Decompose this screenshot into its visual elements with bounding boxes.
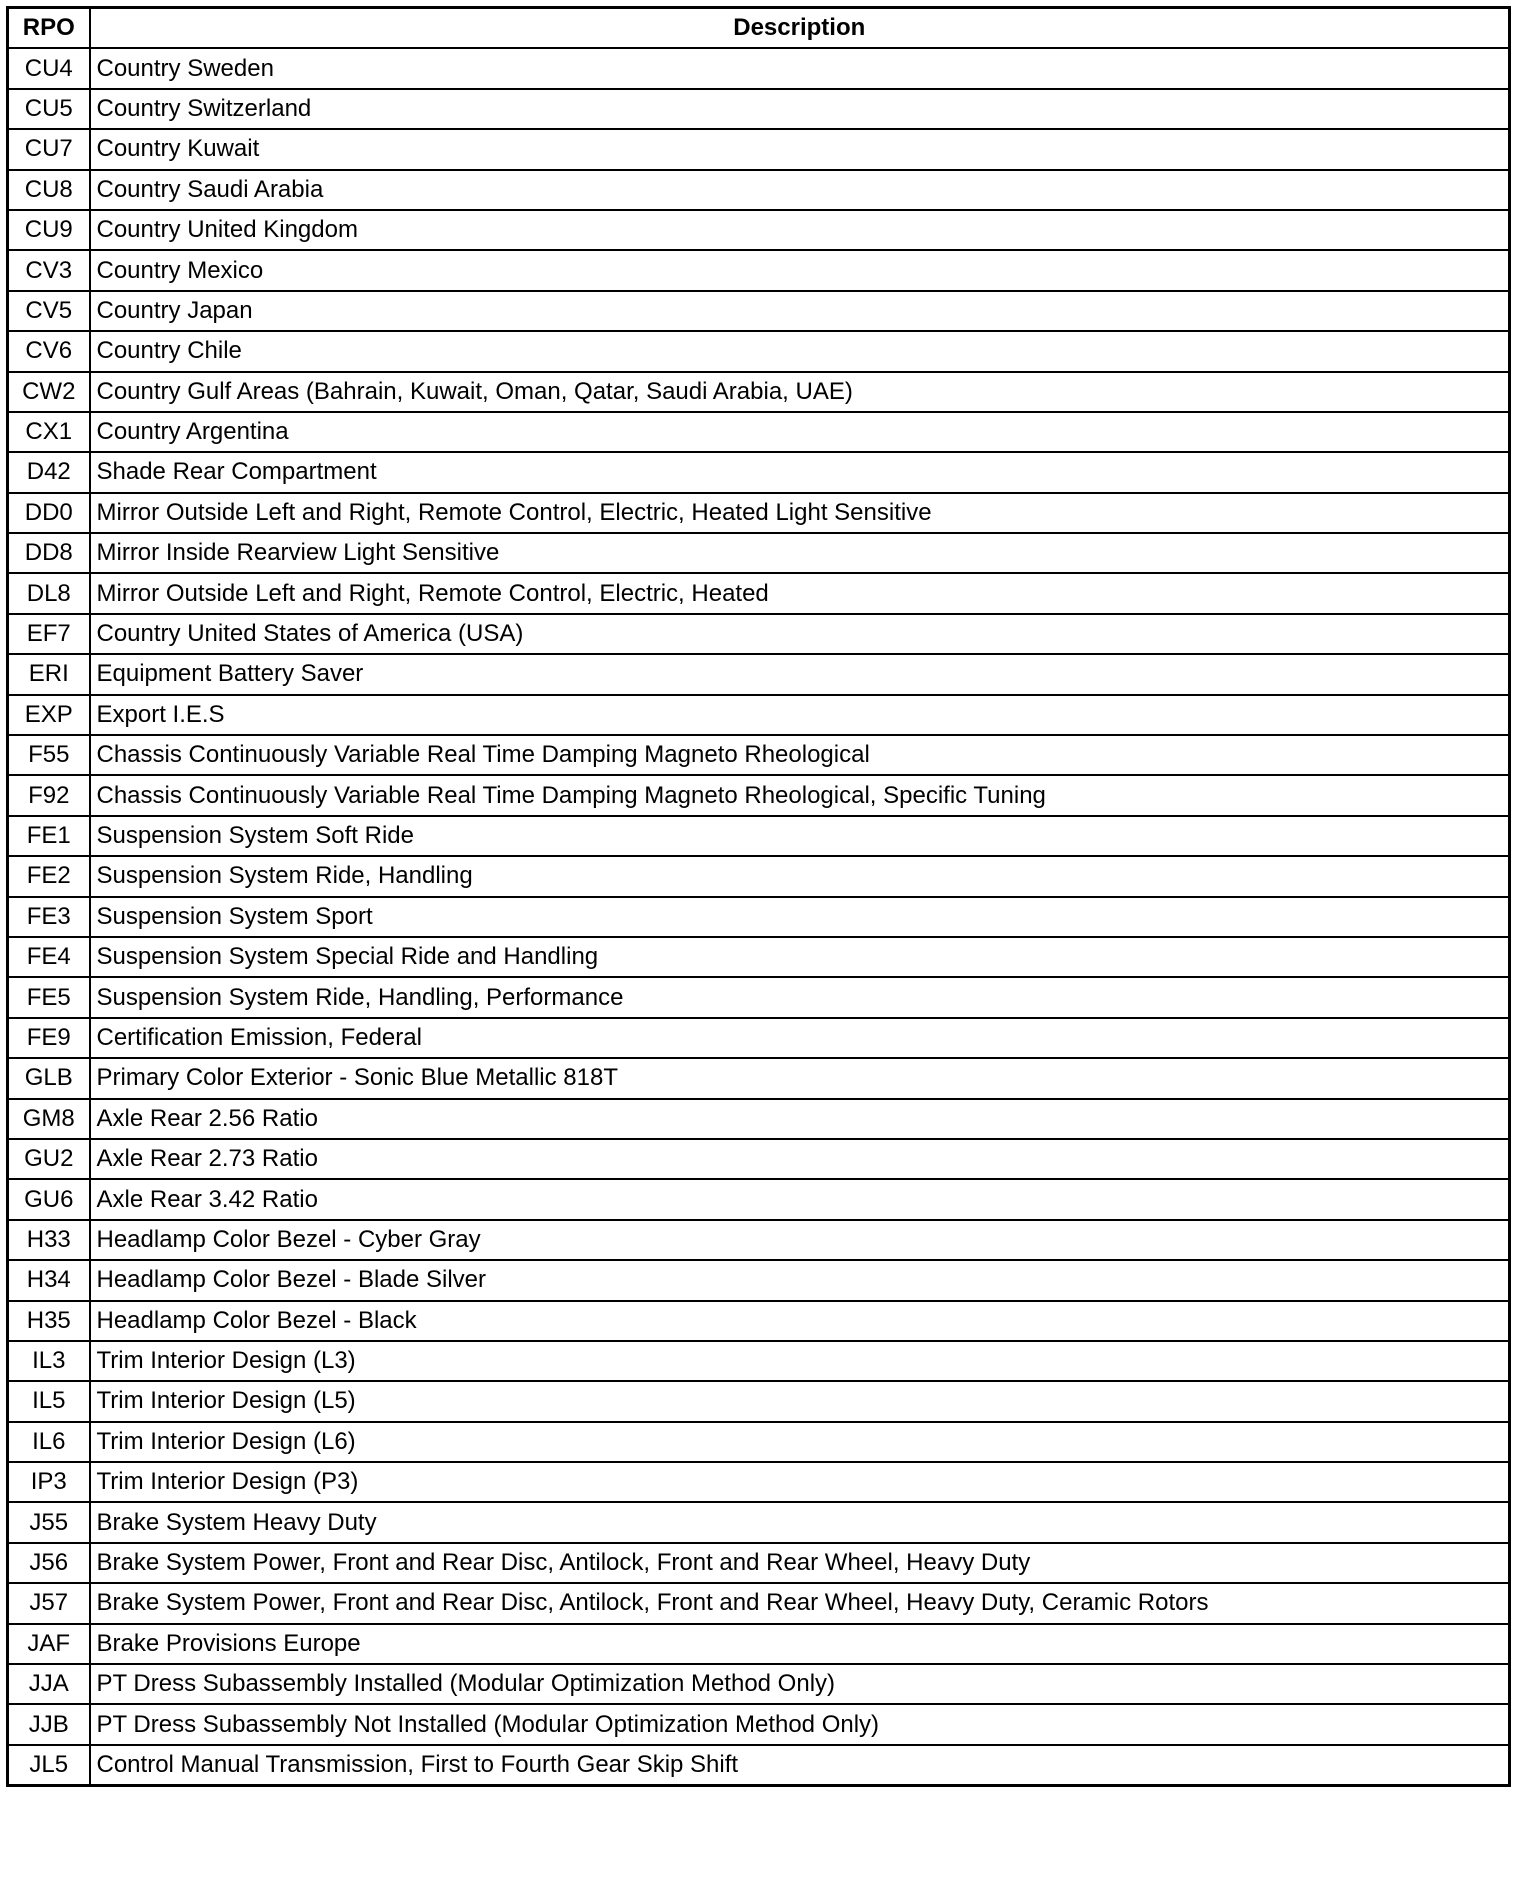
rpo-code: JJB	[8, 1704, 90, 1744]
rpo-description: Chassis Continuously Variable Real Time Damping Magneto Rheological	[90, 735, 1510, 775]
rpo-code: FE9	[8, 1018, 90, 1058]
rpo-description: Mirror Outside Left and Right, Remote Control, Electric, Heated	[90, 573, 1510, 613]
rpo-description: Export I.E.S	[90, 695, 1510, 735]
table-row	[8, 1260, 1510, 1300]
rpo-description: Suspension System Soft Ride	[90, 816, 1510, 856]
table-row	[8, 695, 1510, 735]
table-row	[8, 937, 1510, 977]
table-row	[8, 1664, 1510, 1704]
rpo-description: Country United States of America (USA)	[90, 614, 1510, 654]
rpo-description: Suspension System Sport	[90, 897, 1510, 937]
table-row	[8, 250, 1510, 290]
rpo-code: J55	[8, 1502, 90, 1542]
rpo-description: Country Saudi Arabia	[90, 170, 1510, 210]
table-row	[8, 1179, 1510, 1219]
rpo-code: H35	[8, 1301, 90, 1341]
rpo-description: Brake Provisions Europe	[90, 1624, 1510, 1664]
rpo-code: CU5	[8, 89, 90, 129]
table-row	[8, 412, 1510, 452]
rpo-table	[6, 6, 1511, 1787]
rpo-code: J56	[8, 1543, 90, 1583]
table-row	[8, 735, 1510, 775]
rpo-description: Brake System Power, Front and Rear Disc, Antilock, Front and Rear Wheel, Heavy Duty, Ceramic Rotors	[90, 1583, 1510, 1623]
header-row	[8, 8, 1510, 49]
table-header	[8, 8, 1510, 49]
rpo-description: Headlamp Color Bezel - Cyber Gray	[90, 1220, 1510, 1260]
rpo-code: GU2	[8, 1139, 90, 1179]
rpo-code: CX1	[8, 412, 90, 452]
rpo-description: Axle Rear 3.42 Ratio	[90, 1179, 1510, 1219]
table-row	[8, 331, 1510, 371]
rpo-description: Primary Color Exterior - Sonic Blue Metallic 818T	[90, 1058, 1510, 1098]
rpo-description: PT Dress Subassembly Installed (Modular Optimization Method Only)	[90, 1664, 1510, 1704]
table-row	[8, 1341, 1510, 1381]
table-row	[8, 170, 1510, 210]
description-column-header: Description	[90, 8, 1510, 49]
table-row	[8, 1462, 1510, 1502]
rpo-code: J57	[8, 1583, 90, 1623]
table-row	[8, 1422, 1510, 1462]
rpo-description: Country Gulf Areas (Bahrain, Kuwait, Oman, Qatar, Saudi Arabia, UAE)	[90, 372, 1510, 412]
table-row	[8, 573, 1510, 613]
table-row	[8, 533, 1510, 573]
rpo-description: Axle Rear 2.73 Ratio	[90, 1139, 1510, 1179]
rpo-code: F55	[8, 735, 90, 775]
rpo-code: IL3	[8, 1341, 90, 1381]
table-row	[8, 1583, 1510, 1623]
table-row	[8, 89, 1510, 129]
rpo-description: Trim Interior Design (L3)	[90, 1341, 1510, 1381]
rpo-description: Country Sweden	[90, 48, 1510, 88]
rpo-code: FE5	[8, 977, 90, 1017]
rpo-code: CU4	[8, 48, 90, 88]
rpo-description: Mirror Outside Left and Right, Remote Control, Electric, Heated Light Sensitive	[90, 493, 1510, 533]
rpo-description: Control Manual Transmission, First to Fourth Gear Skip Shift	[90, 1745, 1510, 1786]
rpo-description: Suspension System Ride, Handling	[90, 856, 1510, 896]
rpo-code: CV5	[8, 291, 90, 331]
rpo-description: Trim Interior Design (L6)	[90, 1422, 1510, 1462]
rpo-description: Country Chile	[90, 331, 1510, 371]
table-row	[8, 1018, 1510, 1058]
rpo-description: Country Switzerland	[90, 89, 1510, 129]
table-row	[8, 1381, 1510, 1421]
rpo-description: Brake System Heavy Duty	[90, 1502, 1510, 1542]
table-row	[8, 493, 1510, 533]
rpo-code: CU7	[8, 129, 90, 169]
rpo-description: Headlamp Color Bezel - Black	[90, 1301, 1510, 1341]
rpo-code: ERI	[8, 654, 90, 694]
rpo-description: Headlamp Color Bezel - Blade Silver	[90, 1260, 1510, 1300]
rpo-description: Trim Interior Design (L5)	[90, 1381, 1510, 1421]
rpo-code: CU9	[8, 210, 90, 250]
rpo-code: GM8	[8, 1099, 90, 1139]
rpo-code: FE3	[8, 897, 90, 937]
rpo-code: JJA	[8, 1664, 90, 1704]
rpo-code: IL6	[8, 1422, 90, 1462]
rpo-code: IP3	[8, 1462, 90, 1502]
rpo-code: GLB	[8, 1058, 90, 1098]
rpo-code: JL5	[8, 1745, 90, 1786]
rpo-description: Brake System Power, Front and Rear Disc, Antilock, Front and Rear Wheel, Heavy Duty	[90, 1543, 1510, 1583]
rpo-description: Country Mexico	[90, 250, 1510, 290]
table-row	[8, 1624, 1510, 1664]
table-row	[8, 1220, 1510, 1260]
table-row	[8, 452, 1510, 492]
table-row	[8, 1301, 1510, 1341]
rpo-code: EXP	[8, 695, 90, 735]
rpo-code: IL5	[8, 1381, 90, 1421]
table-row	[8, 977, 1510, 1017]
table-row	[8, 1543, 1510, 1583]
table-row	[8, 1745, 1510, 1786]
table-row	[8, 654, 1510, 694]
table-row	[8, 291, 1510, 331]
rpo-description: PT Dress Subassembly Not Installed (Modular Optimization Method Only)	[90, 1704, 1510, 1744]
rpo-code: DL8	[8, 573, 90, 613]
rpo-code: H34	[8, 1260, 90, 1300]
rpo-code: JAF	[8, 1624, 90, 1664]
rpo-code: CV6	[8, 331, 90, 371]
table-row	[8, 210, 1510, 250]
rpo-code: CV3	[8, 250, 90, 290]
rpo-description: Axle Rear 2.56 Ratio	[90, 1099, 1510, 1139]
table-body	[8, 48, 1510, 1785]
rpo-code: FE4	[8, 937, 90, 977]
rpo-description: Country United Kingdom	[90, 210, 1510, 250]
rpo-code: CW2	[8, 372, 90, 412]
rpo-code: H33	[8, 1220, 90, 1260]
rpo-code: FE2	[8, 856, 90, 896]
table-row	[8, 372, 1510, 412]
table-row	[8, 775, 1510, 815]
rpo-description: Country Argentina	[90, 412, 1510, 452]
rpo-column-header: RPO	[8, 8, 90, 49]
rpo-description: Country Kuwait	[90, 129, 1510, 169]
table-row	[8, 1099, 1510, 1139]
table-row	[8, 1058, 1510, 1098]
table-row	[8, 1502, 1510, 1542]
rpo-code: DD0	[8, 493, 90, 533]
rpo-code: EF7	[8, 614, 90, 654]
rpo-code: GU6	[8, 1179, 90, 1219]
table-row	[8, 897, 1510, 937]
rpo-code: FE1	[8, 816, 90, 856]
rpo-description: Suspension System Special Ride and Handling	[90, 937, 1510, 977]
rpo-description: Country Japan	[90, 291, 1510, 331]
rpo-code: F92	[8, 775, 90, 815]
rpo-description: Chassis Continuously Variable Real Time Damping Magneto Rheological, Specific Tuning	[90, 775, 1510, 815]
table-row	[8, 48, 1510, 88]
rpo-description: Certification Emission, Federal	[90, 1018, 1510, 1058]
table-row	[8, 129, 1510, 169]
rpo-description: Suspension System Ride, Handling, Performance	[90, 977, 1510, 1017]
table-row	[8, 816, 1510, 856]
table-row	[8, 1139, 1510, 1179]
table-row	[8, 614, 1510, 654]
rpo-code: CU8	[8, 170, 90, 210]
rpo-code: D42	[8, 452, 90, 492]
table-row	[8, 1704, 1510, 1744]
rpo-description: Equipment Battery Saver	[90, 654, 1510, 694]
table-row	[8, 856, 1510, 896]
rpo-description: Trim Interior Design (P3)	[90, 1462, 1510, 1502]
rpo-code: DD8	[8, 533, 90, 573]
rpo-description: Shade Rear Compartment	[90, 452, 1510, 492]
rpo-description: Mirror Inside Rearview Light Sensitive	[90, 533, 1510, 573]
